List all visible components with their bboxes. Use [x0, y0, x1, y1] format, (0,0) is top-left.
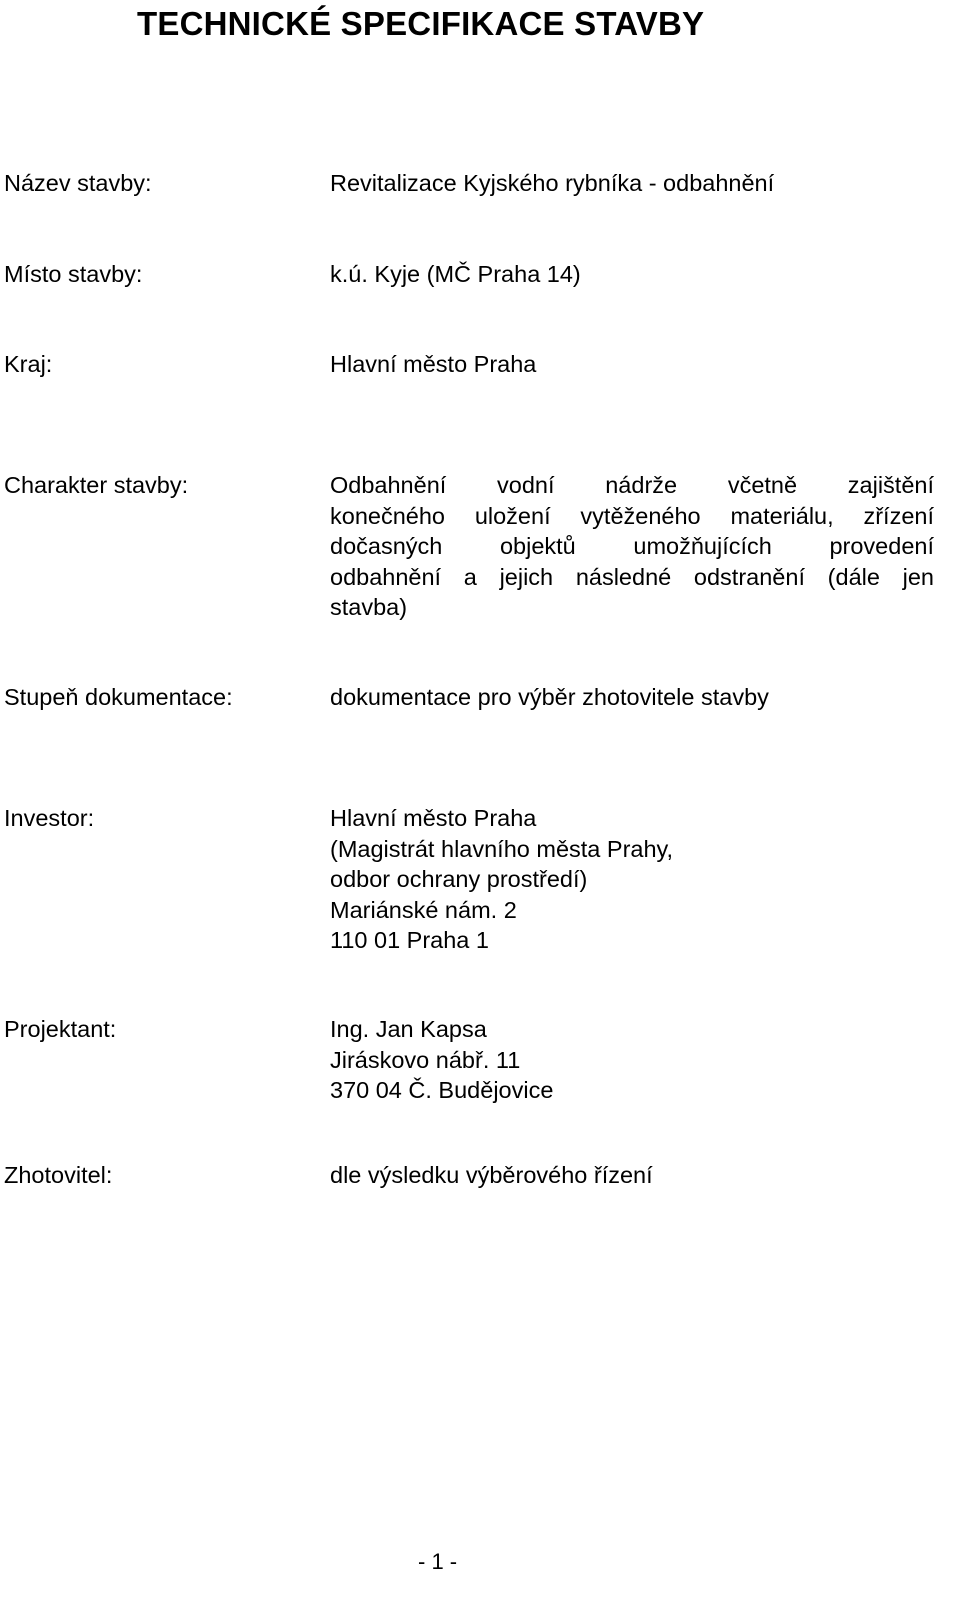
- value-line: Odbahnění vodní nádrže včetně zajištění: [330, 472, 934, 498]
- value-line: Hlavní město Praha: [330, 805, 537, 831]
- field-label-kraj: Kraj:: [4, 351, 53, 377]
- field-label-misto-stavby: Místo stavby:: [4, 261, 143, 287]
- value-line: dokumentace pro výběr zhotovitele stavby: [330, 684, 769, 710]
- document-title: TECHNICKÉ SPECIFIKACE STAVBY: [137, 5, 705, 42]
- value-line: k.ú. Kyje (MČ Praha 14): [330, 261, 581, 287]
- field-value-misto-stavby: [330, 259, 934, 290]
- field-label-charakter-stavby: Charakter stavby:: [4, 472, 189, 498]
- field-value-zhotovitel: [330, 1160, 934, 1191]
- value-line: dle výsledku výběrového řízení: [330, 1162, 653, 1188]
- field-label-projektant: Projektant:: [4, 1016, 117, 1042]
- value-line: Revitalizace Kyjského rybníka - odbahnění: [330, 170, 775, 196]
- value-line: konečného uložení vytěženého materiálu, zřízení: [330, 502, 934, 529]
- value-line: Jiráskovo nábř. 11: [330, 1046, 521, 1073]
- field-label-investor: Investor:: [4, 805, 95, 831]
- value-line: Ing. Jan Kapsa: [330, 1016, 487, 1042]
- value-line: (Magistrát hlavního města Prahy,: [330, 835, 674, 862]
- field-value-projektant: [330, 1014, 934, 1106]
- field-label-nazev-stavby: Název stavby:: [4, 170, 152, 196]
- field-label-stupen-dokumentace: Stupeň dokumentace:: [4, 684, 233, 710]
- field-value-kraj: [330, 349, 934, 380]
- value-line: dočasných objektů umožňujících provedení: [330, 533, 934, 559]
- field-label-zhotovitel: Zhotovitel:: [4, 1162, 113, 1188]
- value-line: 110 01 Praha 1: [330, 927, 489, 953]
- field-value-nazev-stavby: [330, 168, 934, 199]
- value-line: 370 04 Č. Budějovice: [330, 1077, 554, 1103]
- value-line: odbor ochrany prostředí): [330, 866, 588, 892]
- page-number: - 1 -: [418, 1549, 458, 1574]
- field-value-stupen-dokumentace: [330, 682, 934, 713]
- field-value-investor: [330, 803, 934, 956]
- value-line: Mariánské nám. 2: [330, 896, 517, 923]
- value-line: Hlavní město Praha: [330, 351, 537, 377]
- field-value-charakter-stavby: [330, 470, 934, 623]
- value-line: stavba): [330, 594, 408, 620]
- value-line: odbahnění a jejich následné odstranění (dále jen: [330, 563, 934, 590]
